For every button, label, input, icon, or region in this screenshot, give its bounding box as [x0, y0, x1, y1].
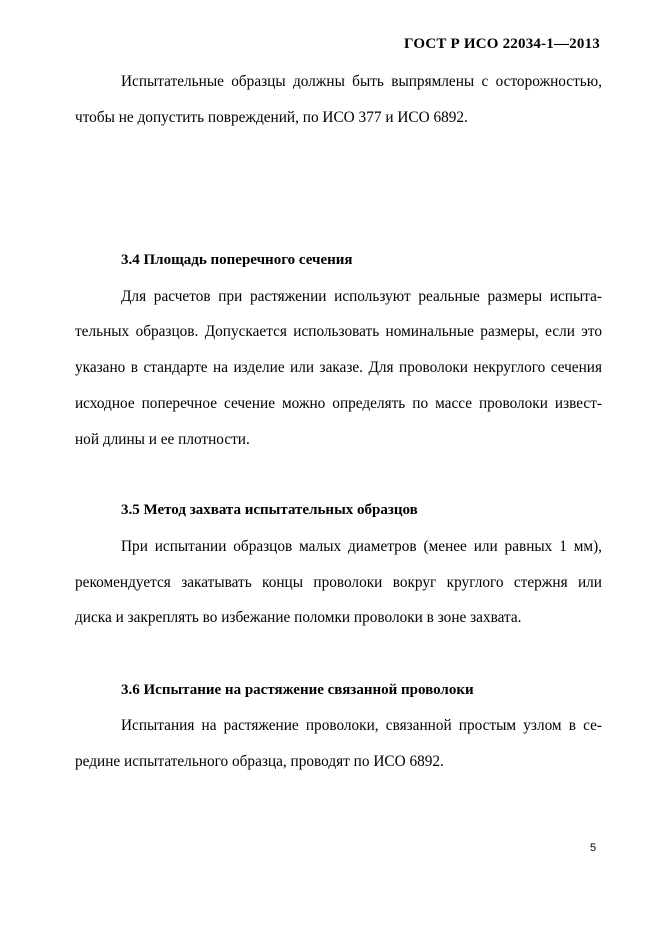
section-3-4-line-2: тельных образцов. Допускается использовать номинальные размеры, если это — [75, 323, 602, 340]
section-3-5-line-3: диска и закреплять во избежание поломки проволоки в зоне захвата. — [75, 609, 522, 626]
section-3-6-heading: 3.6 Испытание на растяжение связанной проволоки — [121, 682, 474, 698]
section-3-4-heading: 3.4 Площадь поперечного сечения — [121, 252, 353, 268]
intro-line-1: Испытательные образцы должны быть выпрямлены с осторожностью, — [121, 73, 602, 90]
section-3-5-line-2: рекомендуется закатывать концы проволоки вокруг круглого стержня или — [75, 574, 602, 591]
section-3-6-line-2: редине испытательного образца, проводят по ИСО 6892. — [75, 753, 444, 770]
intro-line-2: чтобы не допустить повреждений, по ИСО 377 и ИСО 6892. — [75, 109, 468, 126]
document-header: ГОСТ Р ИСО 22034-1—2013 — [403, 36, 600, 52]
section-3-4-line-4: исходное поперечное сечение можно определять по массе проволоки извест- — [75, 395, 602, 412]
section-3-4-line-5: ной длины и ее плотности. — [75, 431, 250, 448]
section-3-6-line-1: Испытания на растяжение проволоки, связанной простым узлом в се- — [121, 717, 602, 734]
section-3-5-line-1: При испытании образцов малых диаметров (менее или равных 1 мм), — [121, 538, 602, 555]
page-number: 5 — [590, 842, 597, 854]
section-3-4-line-3: указано в стандарте на изделие или заказе. Для проволоки некруглого сечения — [75, 359, 602, 376]
section-3-5-heading: 3.5 Метод захвата испытательных образцов — [121, 502, 418, 518]
section-3-4-line-1: Для расчетов при растяжении используют реальные размеры испыта- — [121, 288, 602, 305]
